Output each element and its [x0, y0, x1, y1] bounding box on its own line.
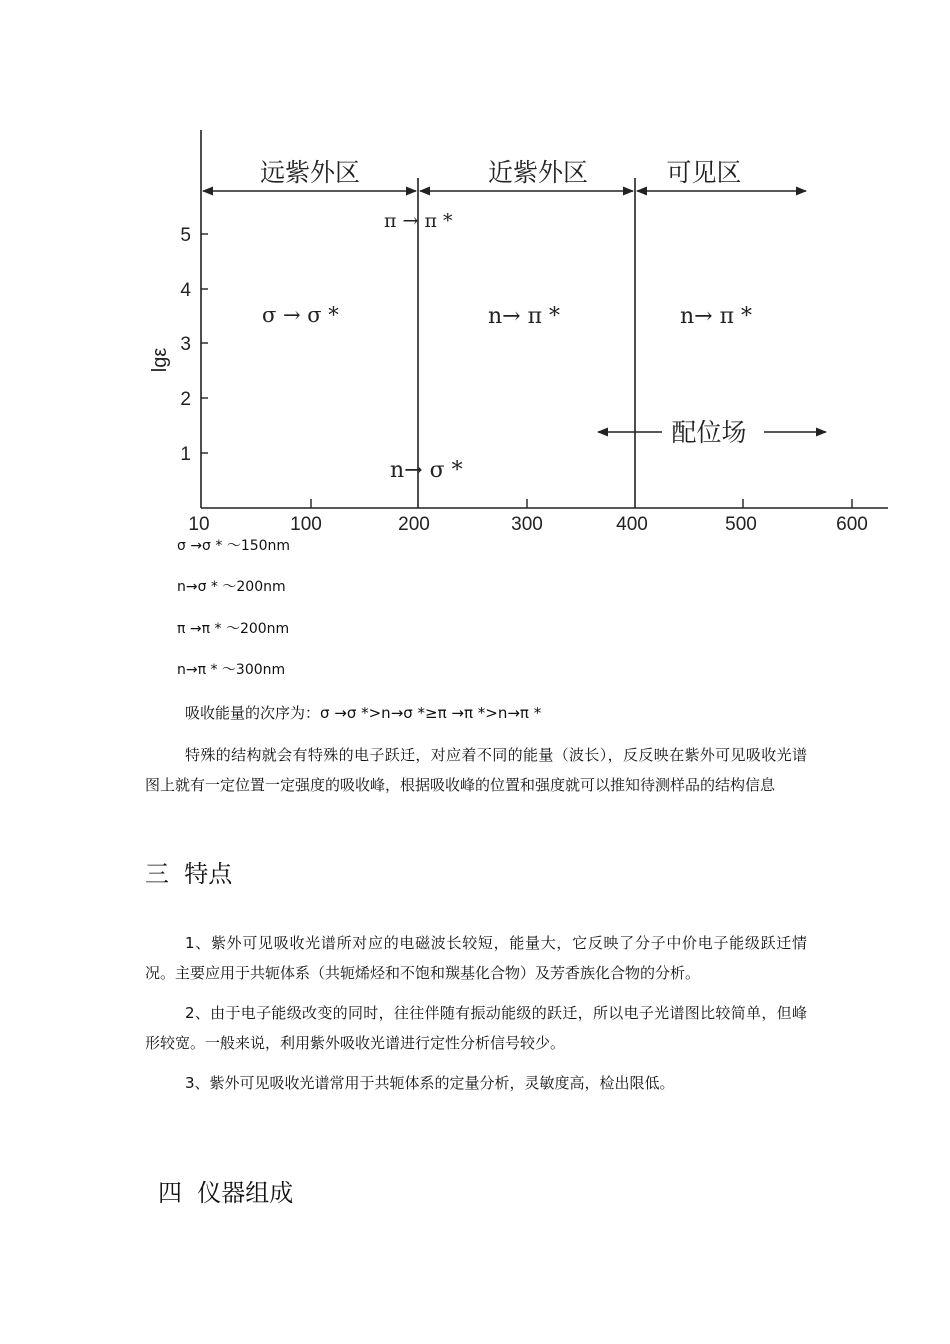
y-axis-label: lgε: [149, 347, 171, 373]
wavelength-n-sigma-star: n→σ * ～200nm: [177, 579, 286, 595]
x-tick-label-600: 600: [836, 514, 868, 535]
section-3-item-3: 3、紫外可见吸收光谱常用于共轭体系的定量分析，灵敏度高，检出限低。: [185, 1074, 675, 1092]
x-tick-label-100: 100: [290, 514, 322, 535]
transition-n-pi-star-near-uv: n→ π *: [488, 304, 561, 329]
y-ticks: [201, 234, 208, 453]
section-3-item-1: 1、紫外可见吸收光谱所对应的电磁波长较短，能量大，它反映了分子中价电子能级跃迁情况。主要应用于共轭体系（共轭烯烃和不饱和羰基化合物）及芳香族化合物的分析。: [145, 934, 807, 982]
section-3-item-2: 2、由于电子能级改变的同时，往往伴随有振动能级的跃迁，所以电子光谱图比较简单，但峰形较宽。一般来说，利用紫外吸收光谱进行定性分析信号较少。: [145, 1004, 807, 1052]
y-tick-label-1: 1: [180, 444, 191, 465]
x-tick-label-300: 300: [511, 514, 543, 535]
region-label-visible: 可见区: [666, 158, 742, 187]
x-tick-label-10: 10: [188, 514, 210, 535]
y-tick-label-5: 5: [180, 225, 191, 246]
section-3-heading: 三 特点: [145, 860, 233, 888]
x-tick-label-400: 400: [616, 514, 648, 535]
wavelength-n-pi-star: n→π * ～300nm: [177, 662, 286, 678]
x-ticks: [311, 499, 852, 508]
energy-order: 吸收能量的次序为：σ →σ *>n→σ *≥π →π *>n→π *: [185, 704, 542, 722]
intro-paragraph: 特殊的结构就会有特殊的电子跃迁，对应着不同的能量（波长），反反映在紫外可见吸收光谱图上就有一定位置一定强度的吸收峰，根据吸收峰的位置和强度就可以推知待测样品的结构信息: [145, 746, 807, 794]
section-4-heading: 四 仪器组成: [158, 1179, 294, 1207]
x-tick-label-500: 500: [725, 514, 757, 535]
uv-region-diagram: [0, 0, 950, 540]
y-tick-label-4: 4: [180, 280, 191, 301]
x-tick-label-200: 200: [398, 514, 430, 535]
y-tick-label-3: 3: [180, 334, 191, 355]
wavelength-pi-pi-star: π →π * ～200nm: [177, 621, 290, 637]
y-tick-label-2: 2: [180, 389, 191, 410]
wavelength-sigma-sigma-star: σ →σ * ～150nm: [177, 538, 291, 554]
transition-pi-pi-star: π → π *: [384, 210, 453, 232]
transition-n-pi-star-visible: n→ π *: [680, 304, 753, 329]
ligand-field-label: 配位场: [671, 418, 747, 447]
region-label-near-uv: 近紫外区: [487, 158, 589, 187]
region-label-far-uv: 远紫外区: [259, 158, 361, 187]
transition-sigma-sigma-star: σ → σ *: [262, 303, 339, 327]
transition-n-sigma-star: n→ σ *: [390, 458, 463, 483]
